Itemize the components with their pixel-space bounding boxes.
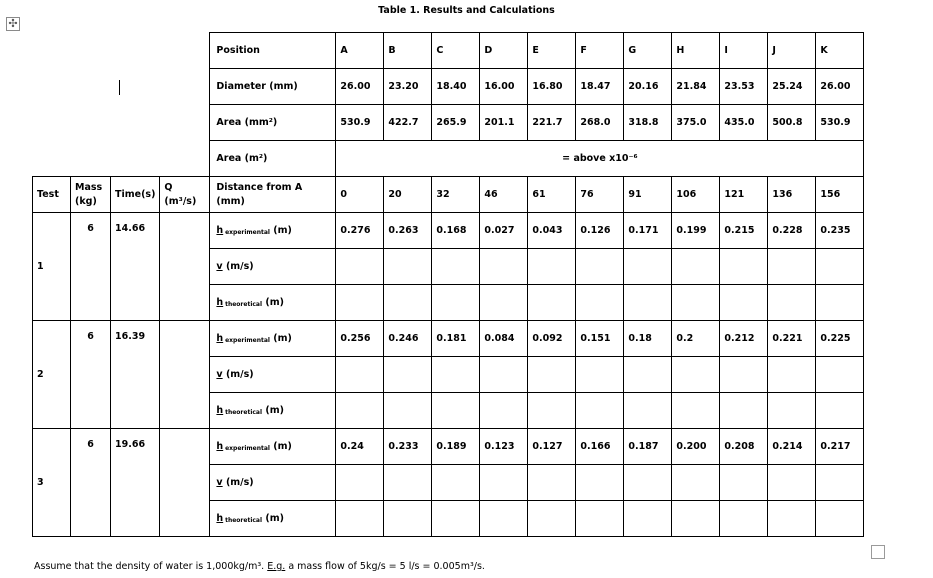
empty-cell [720,357,768,393]
h-experimental-cell: 0.208 [720,429,768,465]
empty-cell [768,357,816,393]
h-symbol: h [216,297,224,308]
row-label-diameter: Diameter (mm) [210,69,336,105]
h-symbol: h [216,225,224,236]
area-mm-cell: 500.8 [768,105,816,141]
h-experimental-cell: 0.217 [816,429,864,465]
empty-cell [480,357,528,393]
h-experimental-cell: 0.092 [528,321,576,357]
unit-m: (m) [265,297,284,308]
h-symbol: h [216,405,224,416]
blank-cell [160,69,210,105]
diameter-cell: 16.00 [480,69,528,105]
empty-cell [624,393,672,429]
blank-cell [33,33,71,69]
resize-handle-icon[interactable] [871,545,885,559]
unit-ms: (m/s) [225,369,254,380]
empty-cell [576,285,624,321]
empty-cell [480,465,528,501]
empty-cell [336,249,384,285]
row-label-h-theoretical [210,393,336,429]
position-header: B [384,33,432,69]
row-label-v [210,357,336,393]
area-mm-cell: 530.9 [816,105,864,141]
unit-m: (m) [265,405,284,416]
empty-cell [768,501,816,537]
density-note [34,561,485,572]
area-mm-cell: 268.0 [576,105,624,141]
blank-cell [33,141,71,177]
position-header: I [720,33,768,69]
empty-cell [384,501,432,537]
empty-cell [816,501,864,537]
header-time: Time(s) [111,177,160,213]
h-experimental-cell: 0.221 [768,321,816,357]
diameter-cell: 25.24 [768,69,816,105]
empty-cell [624,357,672,393]
empty-cell [432,357,480,393]
empty-cell [528,501,576,537]
h-theoretical-subscript: theoretical [225,517,263,524]
row-label-distance: Distance from A (mm) [210,177,336,213]
row-label-v [210,465,336,501]
area-mm-cell: 221.7 [528,105,576,141]
test-time: 19.66 [111,429,160,537]
distance-cell: 156 [816,177,864,213]
blank-cell [160,141,210,177]
h-experimental-subscript: experimental [225,337,270,344]
move-cross-icon[interactable]: ✣ [6,17,20,31]
test-q [160,213,210,321]
area-mm-cell: 265.9 [432,105,480,141]
empty-cell [528,249,576,285]
empty-cell [336,393,384,429]
blank-cell [71,69,111,105]
blank-cell [33,69,71,105]
empty-cell [624,465,672,501]
h-symbol: h [216,513,224,524]
empty-cell [384,285,432,321]
empty-cell [384,357,432,393]
h-experimental-cell: 0.246 [384,321,432,357]
empty-cell [336,357,384,393]
empty-cell [384,393,432,429]
row-label-v [210,249,336,285]
header-mass: Mass (kg) [71,177,111,213]
blank-cell [111,105,160,141]
empty-cell [336,285,384,321]
position-header: D [480,33,528,69]
area-mm-cell: 375.0 [672,105,720,141]
blank-cell [111,33,160,69]
h-experimental-cell: 0.189 [432,429,480,465]
position-header: A [336,33,384,69]
empty-cell [720,285,768,321]
diameter-cell: 23.20 [384,69,432,105]
diameter-cell: 18.47 [576,69,624,105]
area-m-note: = above x10⁻⁶ [336,141,864,177]
row-label-position: Position [210,33,336,69]
row-label-h-theoretical [210,285,336,321]
area-mm-cell: 435.0 [720,105,768,141]
h-experimental-subscript: experimental [225,229,270,236]
blank-cell [111,69,160,105]
distance-cell: 32 [432,177,480,213]
blank-cell [71,141,111,177]
position-header: C [432,33,480,69]
note-text-pre: Assume that the density of water is 1,000kg/m³. [34,561,268,572]
empty-cell [480,393,528,429]
h-experimental-cell: 0.276 [336,213,384,249]
h-experimental-cell: 0.168 [432,213,480,249]
h-experimental-cell: 0.263 [384,213,432,249]
blank-cell [71,105,111,141]
h-experimental-cell: 0.225 [816,321,864,357]
unit-ms: (m/s) [225,477,254,488]
empty-cell [528,393,576,429]
h-experimental-cell: 0.187 [624,429,672,465]
empty-cell [576,393,624,429]
empty-cell [768,465,816,501]
header-q: Q (m³/s) [160,177,210,213]
empty-cell [768,393,816,429]
h-experimental-cell: 0.123 [480,429,528,465]
empty-cell [384,465,432,501]
h-experimental-cell: 0.126 [576,213,624,249]
diameter-cell: 21.84 [672,69,720,105]
h-experimental-cell: 0.084 [480,321,528,357]
h-experimental-cell: 0.233 [384,429,432,465]
empty-cell [432,465,480,501]
results-table [32,32,864,537]
blank-cell [71,33,111,69]
blank-cell [33,105,71,141]
h-experimental-cell: 0.127 [528,429,576,465]
empty-cell [672,501,720,537]
blank-cell [160,105,210,141]
empty-cell [624,249,672,285]
empty-cell [528,357,576,393]
diameter-cell: 26.00 [816,69,864,105]
note-text-post: a mass flow of 5kg/s = 5 l/s = 0.005m³/s. [285,561,485,572]
test-mass: 6 [71,213,111,321]
blank-cell [160,33,210,69]
h-experimental-cell: 0.228 [768,213,816,249]
empty-cell [576,357,624,393]
empty-cell [336,501,384,537]
empty-cell [816,249,864,285]
position-header: H [672,33,720,69]
empty-cell [816,285,864,321]
h-experimental-cell: 0.151 [576,321,624,357]
distance-cell: 106 [672,177,720,213]
h-experimental-cell: 0.043 [528,213,576,249]
area-mm-cell: 530.9 [336,105,384,141]
empty-cell [432,501,480,537]
h-experimental-cell: 0.166 [576,429,624,465]
unit-m: (m) [273,225,292,236]
note-eg: E.g. [267,561,286,572]
h-theoretical-subscript: theoretical [225,301,263,308]
h-experimental-cell: 0.027 [480,213,528,249]
empty-cell [528,465,576,501]
position-header: K [816,33,864,69]
unit-m: (m) [273,441,292,452]
empty-cell [480,285,528,321]
position-header: E [528,33,576,69]
empty-cell [720,465,768,501]
row-label-h-experimental [210,213,336,249]
area-mm-cell: 318.8 [624,105,672,141]
distance-cell: 20 [384,177,432,213]
header-test: Test [33,177,71,213]
position-header: G [624,33,672,69]
test-time: 14.66 [111,213,160,321]
empty-cell [432,393,480,429]
test-q [160,321,210,429]
row-label-h-experimental [210,321,336,357]
empty-cell [576,249,624,285]
empty-cell [528,285,576,321]
empty-cell [672,393,720,429]
empty-cell [720,393,768,429]
empty-cell [336,465,384,501]
v-symbol: v [216,369,223,380]
empty-cell [432,249,480,285]
area-mm-cell: 422.7 [384,105,432,141]
h-experimental-subscript: experimental [225,445,270,452]
h-symbol: h [216,441,224,452]
empty-cell [768,285,816,321]
h-experimental-cell: 0.18 [624,321,672,357]
position-header: F [576,33,624,69]
distance-cell: 136 [768,177,816,213]
area-mm-cell: 201.1 [480,105,528,141]
empty-cell [672,285,720,321]
v-symbol: v [216,477,223,488]
h-experimental-cell: 0.199 [672,213,720,249]
test-time: 16.39 [111,321,160,429]
h-experimental-cell: 0.235 [816,213,864,249]
empty-cell [480,501,528,537]
h-experimental-cell: 0.214 [768,429,816,465]
distance-cell: 61 [528,177,576,213]
empty-cell [624,285,672,321]
distance-cell: 121 [720,177,768,213]
unit-m: (m) [273,333,292,344]
diameter-cell: 16.80 [528,69,576,105]
empty-cell [624,501,672,537]
empty-cell [384,249,432,285]
test-mass: 6 [71,429,111,537]
diameter-cell: 18.40 [432,69,480,105]
empty-cell [576,465,624,501]
diameter-cell: 26.00 [336,69,384,105]
v-symbol: v [216,261,223,272]
empty-cell [672,465,720,501]
empty-cell [720,249,768,285]
h-experimental-cell: 0.171 [624,213,672,249]
unit-m: (m) [265,513,284,524]
row-label-h-experimental [210,429,336,465]
empty-cell [768,249,816,285]
distance-cell: 0 [336,177,384,213]
h-experimental-cell: 0.256 [336,321,384,357]
diameter-cell: 20.16 [624,69,672,105]
empty-cell [672,357,720,393]
h-symbol: h [216,333,224,344]
empty-cell [576,501,624,537]
test-number: 1 [33,213,71,321]
empty-cell [672,249,720,285]
empty-cell [816,393,864,429]
h-experimental-cell: 0.24 [336,429,384,465]
table-caption: Table 1. Results and Calculations [378,5,555,16]
distance-cell: 91 [624,177,672,213]
h-experimental-cell: 0.181 [432,321,480,357]
h-experimental-cell: 0.200 [672,429,720,465]
row-label-area-mm: Area (mm²) [210,105,336,141]
empty-cell [480,249,528,285]
h-theoretical-subscript: theoretical [225,409,263,416]
test-number: 2 [33,321,71,429]
diameter-cell: 23.53 [720,69,768,105]
test-number: 3 [33,429,71,537]
h-experimental-cell: 0.2 [672,321,720,357]
h-experimental-cell: 0.215 [720,213,768,249]
row-label-h-theoretical [210,501,336,537]
blank-cell [111,141,160,177]
h-experimental-cell: 0.212 [720,321,768,357]
empty-cell [816,465,864,501]
position-header: J [768,33,816,69]
row-label-area-m: Area (m²) [210,141,336,177]
distance-cell: 46 [480,177,528,213]
empty-cell [816,357,864,393]
test-q [160,429,210,537]
empty-cell [720,501,768,537]
test-mass: 6 [71,321,111,429]
distance-cell: 76 [576,177,624,213]
empty-cell [432,285,480,321]
unit-ms: (m/s) [225,261,254,272]
